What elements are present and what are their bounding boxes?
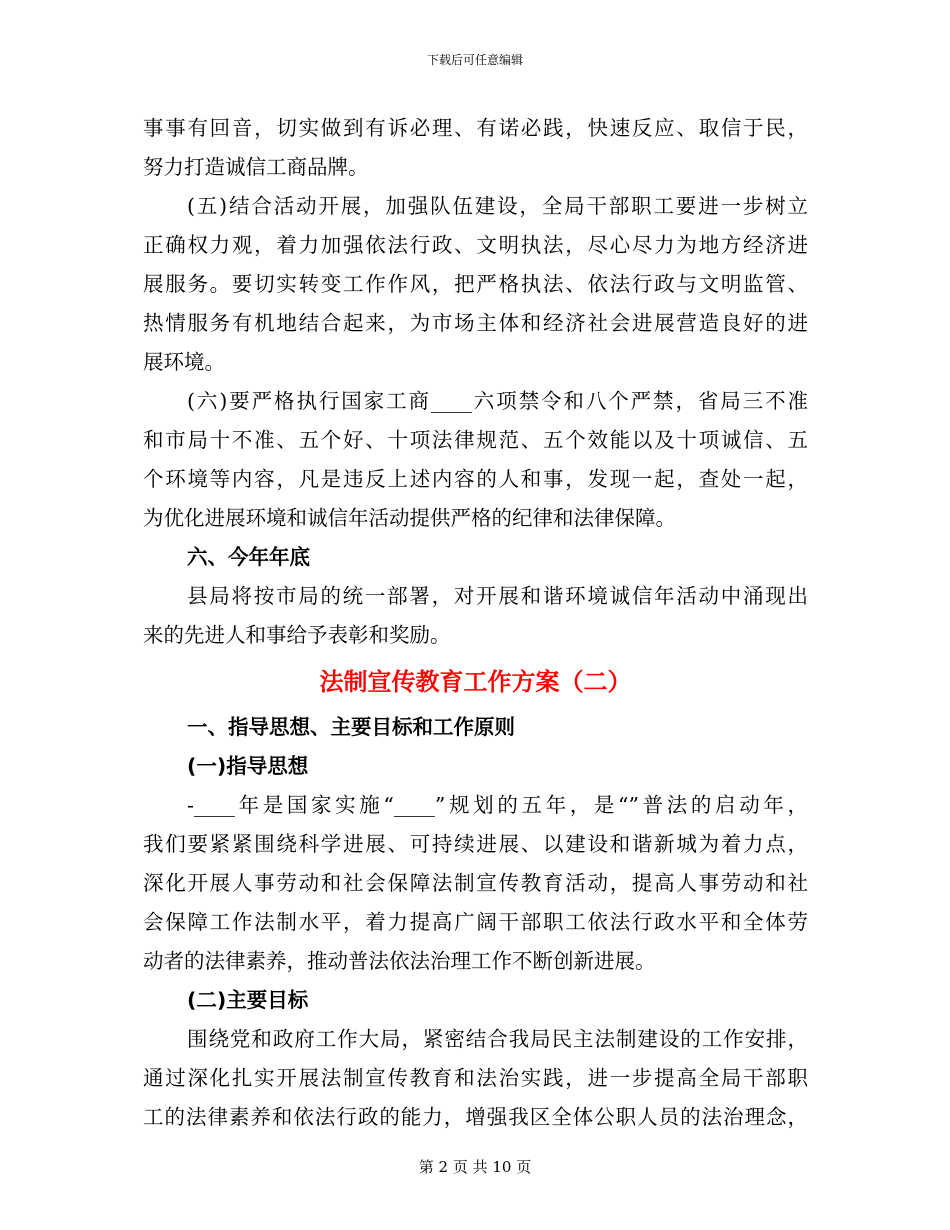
section-heading: 六、今年年底 xyxy=(187,545,310,569)
paragraph-line: 县局将按市局的统一部署，对开展和谐环境诚信年活动中涌现出 xyxy=(187,584,808,608)
paragraph-line: 通过深化扎实开展法制宣传教育和法治实践，进一步提高全局干部职 xyxy=(143,1066,808,1090)
paragraph-line: 我们要紧紧围绕科学进展、可持续进展、以建设和谐新城为着力点， xyxy=(143,832,808,856)
paragraph-line: -____年是国家实施“____”规划的五年，是“”普法的启动年， xyxy=(187,793,808,817)
paragraph-line: (六)要严格执行国家工商____六项禁令和八个严禁，省局三不准 xyxy=(187,389,808,413)
subsection-heading: (二)主要目标 xyxy=(187,988,309,1012)
paragraph-line: 来的先进人和事给予表彰和奖励。 xyxy=(143,623,451,647)
paragraph-line: 深化开展人事劳动和社会保障法制宣传教育活动，提高人事劳动和社 xyxy=(143,871,808,895)
paragraph-line: 个环境等内容，凡是违反上述内容的人和事，发现一起，查处一起， xyxy=(143,467,808,491)
paragraph-line: 热情服务有机地结合起来，为市场主体和经济社会进展营造良好的进 xyxy=(143,311,808,335)
page-header: 下载后可任意编辑 xyxy=(426,53,523,67)
paragraph-line: 动者的法律素养，推动普法依法治理工作不断创新进展。 xyxy=(143,949,656,973)
paragraph-line: 努力打造诚信工商品牌。 xyxy=(143,155,369,179)
section-title: 法制宣传教育工作方案（二） xyxy=(319,668,632,696)
paragraph-line: 会保障工作法制水平，着力提高广阔干部职工依法行政水平和全体劳 xyxy=(143,910,808,934)
paragraph-line: 正确权力观，着力加强依法行政、文明执法，尽心尽力为地方经济进 xyxy=(143,233,808,257)
page-footer: 第 2 页 共 10 页 xyxy=(418,1158,532,1176)
paragraph-line: 围绕党和政府工作大局，紧密结合我局民主法制建设的工作安排， xyxy=(187,1027,808,1051)
paragraph-line: 展环境。 xyxy=(143,350,225,374)
document-body xyxy=(143,109,808,1137)
paragraph-line: 工的法律素养和依法行政的能力，增强我区全体公职人员的法治理念， xyxy=(143,1105,808,1129)
paragraph-line: 事事有回音，切实做到有诉必理、有诺必践，快速反应、取信于民， xyxy=(143,116,808,140)
subsection-heading: (一)指导思想 xyxy=(187,754,309,778)
section-heading: 一、指导思想、主要目标和工作原则 xyxy=(187,715,515,739)
paragraph-line: 为优化进展环境和诚信年活动提供严格的纪律和法律保障。 xyxy=(143,506,676,530)
paragraph-line: (五)结合活动开展，加强队伍建设，全局干部职工要进一步树立 xyxy=(187,194,808,218)
paragraph-line: 展服务。要切实转变工作作风，把严格执法、依法行政与文明监管、 xyxy=(143,272,808,296)
paragraph-line: 和市局十不准、五个好、十项法律规范、五个效能以及十项诚信、五 xyxy=(143,428,808,452)
